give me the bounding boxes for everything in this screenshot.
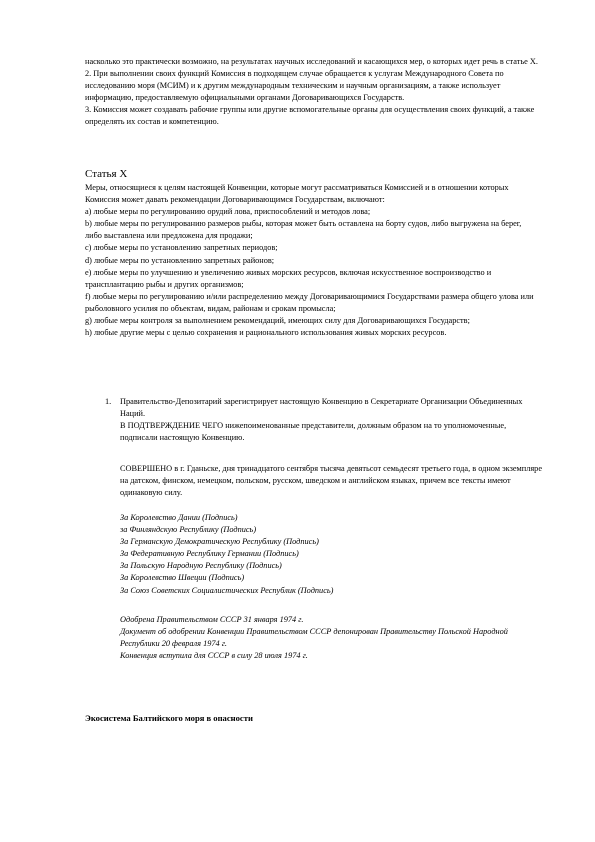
signatures-block bbox=[120, 512, 545, 597]
article-item-h: h) любые другие меры с целью сохранения и рационального использования живых морских ресурсов. bbox=[85, 328, 447, 338]
article-lead: Меры, относящиеся к целям настоящей Конвенции, которые могут рассматриваться Комиссией и в отношении которых Комиссия может давать рекомендации Договаривающимся Государствам, включают: bbox=[85, 183, 509, 205]
signature-line: За Федеративную Республику Германии (Подпись) bbox=[120, 549, 299, 559]
numbered-item bbox=[105, 396, 545, 444]
numbered-item-body bbox=[120, 396, 545, 444]
signature-line: За Союз Советских Социалистических Республик (Подпись) bbox=[120, 585, 334, 595]
approval-note: Одобрена Правительством СССР 31 января 1974 г. bbox=[120, 615, 304, 624]
witness-text: В ПОДТВЕРЖДЕНИЕ ЧЕГО нижепоименованные представители, должным образом на то уполномоченные, подписали настоящую Конвенцию. bbox=[120, 421, 507, 443]
intro-paragraph-3: 3. Комиссия может создавать рабочие группы или другие вспомогательные органы для осуществления своих функций, а также определять их состав и компетенцию. bbox=[85, 105, 535, 127]
article-item-g: g) любые меры контроля за выполнением рекомендаций, имеющих силу для Договаривающихся Государств; bbox=[85, 316, 470, 326]
section-heading: Экосистема Балтийского моря в опасности bbox=[85, 713, 253, 723]
done-at-paragraph: СОВЕРШЕНО в г. Гданьске, дня тринадцатого сентября тысяча девятьсот семьдесят третьего года, в одном экземпляре на датском, финском, немецком, польском, русском, шведском и английском языках, причем все тексты имеют одинаковую силу. bbox=[120, 464, 543, 498]
signature-line: За Королевство Дании (Подпись) bbox=[120, 513, 238, 522]
article-item-a: a) любые меры по регулированию орудий лова, приспособлений и методов лова; bbox=[85, 207, 371, 217]
intro-paragraph-2: 2. При выполнении своих функций Комиссия в подходящем случае обращается к услугам Международного Совета по исследованию моря (МСИМ) и к другим международным техническим и научным организациям, а также использует информацию, предоставляемую официальными органами Договаривающихся Государств. bbox=[85, 69, 504, 103]
article-heading: Статья X bbox=[85, 168, 128, 180]
signature-line: За Королевство Швеции (Подпись) bbox=[120, 573, 245, 583]
signature-line: за Финляндскую Республику (Подпись) bbox=[120, 525, 257, 535]
registration-text: Правительство-Депозитарий зарегистрирует настоящую Конвенцию в Секретариате Организации Объединенных Наций. bbox=[120, 397, 523, 419]
signature-line: За Германскую Демократическую Республику (Подпись) bbox=[120, 537, 319, 547]
list-number: 1. bbox=[105, 397, 112, 406]
article-item-d: d) любые меры по установлению запретных районов; bbox=[85, 255, 275, 265]
approval-notes-block bbox=[120, 614, 545, 662]
article-section bbox=[85, 182, 540, 339]
article-item-b: b) любые меры по регулированию размеров рыбы, которая может быть оставлена на борту судов, либо выгружена на берег, либо выставлена или предложена для продажи; bbox=[85, 219, 522, 241]
article-item-c: c) любые меры по установлению запретных периодов; bbox=[85, 243, 278, 253]
intro-paragraph-1: насколько это практически возможно, на результатах научных исследований и касающихся мер, о которых идет речь в статье X. bbox=[85, 57, 538, 66]
approval-note: Конвенция вступила для СССР в силу 28 июля 1974 г. bbox=[120, 651, 308, 661]
article-item-f: f) любые меры по регулированию и/или распределению между Договаривающимися Государствами размера общего улова или рыболовного усилия по объектам, видам, районам и срокам промысла; bbox=[85, 291, 534, 313]
approval-note: Документ об одобрении Конвенции Правительством СССР депонирован Правительству Польской Народной Республики 20 февраля 1974 г. bbox=[120, 627, 508, 649]
signature-line: За Польскую Народную Республику (Подпись) bbox=[120, 561, 282, 571]
article-item-e: e) любые меры по улучшению и увеличению живых морских ресурсов, включая искусственное воспроизводство и трансплантацию рыбы и других организмов; bbox=[85, 267, 492, 289]
intro-section bbox=[85, 56, 540, 129]
